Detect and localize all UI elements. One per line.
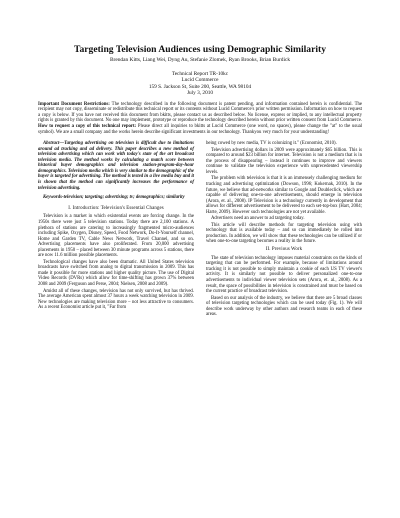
keywords: Keywords-television; targeting; advertising; tv; demographics; similarity bbox=[43, 195, 185, 201]
paper-authors: Brendan Kitts, Liang Wei, Dyng Au, Stefanie Zlomek, Ryan Brooks, Brian Burdick bbox=[109, 57, 291, 63]
right-column bbox=[206, 141, 362, 319]
body-paragraph: Television is a market in which existential events are forcing change. In the 1950s there were just 5 television stations. Today there are 2,100 stations. A plethora of stations are catering to increasingly fragmented micro-audiences including Spike, Oxygen, Disney, Speed, Food Network, Do-It-Yourself channel, Home and Garden TV, Cable News Network, Travel Channel, and so on. Advertising placements have also proliferated. From 20,000 advertising placements in 1950 – placed between 30 minute programs across 5 stations, there are now 11.6 million possible placements. bbox=[38, 214, 194, 259]
section-heading-introduction: I. Introduction: Television's Essential Changes bbox=[68, 205, 164, 211]
body-paragraph: The state of television technology imposes material constraints on the kinds of targeting that can be performed. For example, because of limitations around tracking it is not possible to simply maintain a cookie of each US TV viewer's activity. It is similarly not possible to deliver personalized one-to-one advertisements to individual viewer television sets (Arora, et. al., 2008). As a result, the space of possibilities in television is constrained and must be based on the current practice of broadcast television. bbox=[206, 255, 362, 295]
notice-text: The technology described in the following document is patent pending, and information contained herein is confidential. The recipient may not copy, disseminate or redistribute this technical report or its contents without Lucid Commerce's prior written permission. Information on how to request a copy is below. If you have not received this document from bkitts, please contact us as described below. No license, express or implied, to any intellectual property rights is granted by this document. No one may implement, prototype or reproduce the technology described herein without prior written consent from Lucid Commerce. bbox=[38, 101, 362, 124]
report-number: Technical Report TR-10kc bbox=[171, 71, 229, 77]
document-restrictions bbox=[38, 102, 362, 136]
section-heading-previous-work: II. Previous Work bbox=[265, 247, 303, 253]
two-column-body bbox=[38, 141, 362, 319]
address: 159 S. Jackson St, Suite 200, Seattle, WA 98104 bbox=[148, 83, 252, 90]
abstract: Abstract—Targeting advertising on television is difficult due to limitations around ad tracking and ad delivery. This paper describes a new method of television advertising which can work with today's state of the art broadcast television media. The method works by calculating a match score between historical buyer demographics and television station-program-day-hour demographics. Television media which is very similar to the demographic of the buyer is targeted for advertising. The method is tested in a live media buy and it is shown that the method can significantly increases the performance of television advertising. bbox=[38, 141, 194, 191]
body-paragraph: Amidst all of these changes, television has not only survived, but has thrived. The average American spent almost 37 hours a week watching television in 2009. New technologies are making television more – not less attractive to consumers. As a recent Economist article put it, "Far from bbox=[38, 288, 194, 311]
body-paragraph: This article will describe methods for targeting television using with technology that is available today – and so can immediately be rolled into production. In addition, we will show that these technologies can be utilized if or when one-to-one targeting becomes a reality in the future. bbox=[206, 222, 362, 245]
organization: Lucid Commerce bbox=[181, 77, 219, 84]
report-date: July 3, 2010 bbox=[186, 90, 214, 97]
body-paragraph: Television advertising dollars in 2009 were approximately $65 billion. This is compared to around $23 billion for internet. Television is not a medium that is in the process of disappearing – instead it continues to improve and viewers continue to validate the television experience with unprecedented viewership levels. bbox=[206, 147, 362, 175]
report-info bbox=[38, 71, 362, 97]
body-paragraph: Technological changes have also been dramatic. All United States television broadcasts have switched from analog to digital transmission in 2009. This has made it possible for more stations and higher quality picture. The use of Digital Video Records (DVRs) which allow for time-shifting has grown 37% between 2008 and 2009 (Ferguson and Perse, 2004; Nielsen, 2008 and 2009). bbox=[38, 259, 194, 288]
notice-request-text: Please direct all inquiries to bkitts at Lucid Commerce (one word, no spaces), please change the "at" to the usual symbol). We are a small company and the works herein describe significant investments in our technology. Thankyou very much for your understanding! bbox=[38, 124, 362, 135]
paper-title: Targeting Television Audiences using Demographic Similarity bbox=[73, 44, 327, 55]
notice-request-label: How to request a copy of this technical report: bbox=[38, 124, 137, 129]
left-column bbox=[38, 141, 194, 319]
body-paragraph: Advertisers need an answer to ad targeting today. bbox=[211, 216, 305, 222]
body-paragraph: being cowed by new media, TV is colonizing it." (Economist, 2010). bbox=[206, 141, 337, 147]
body-paragraph: Based on our analysis of the industry, we believe that there are 5 broad classes of television targeting technologies which can be used today (Fig. 1). We will describe work underway by other authors and research teams in each of these areas. bbox=[206, 295, 362, 318]
notice-label: Important Document Restrictions: bbox=[38, 101, 110, 107]
body-paragraph: The problem with television is that it is an immensely challenging medium for tracking and advertising optimization (Dowson, 1996; Kokernak, 2010). In the future, we believe that ad-networks similar to Google and Doubleclick, which are capable of delivering one-to-one advertisements, should emerge in television (Arora, et. al., 2008). IP Television is a technology currently in development that allows for different advertisement to be delivered to each set-top-box (Hart, 2004; Harte, 2009). However such technologies are not yet available. bbox=[206, 176, 362, 215]
